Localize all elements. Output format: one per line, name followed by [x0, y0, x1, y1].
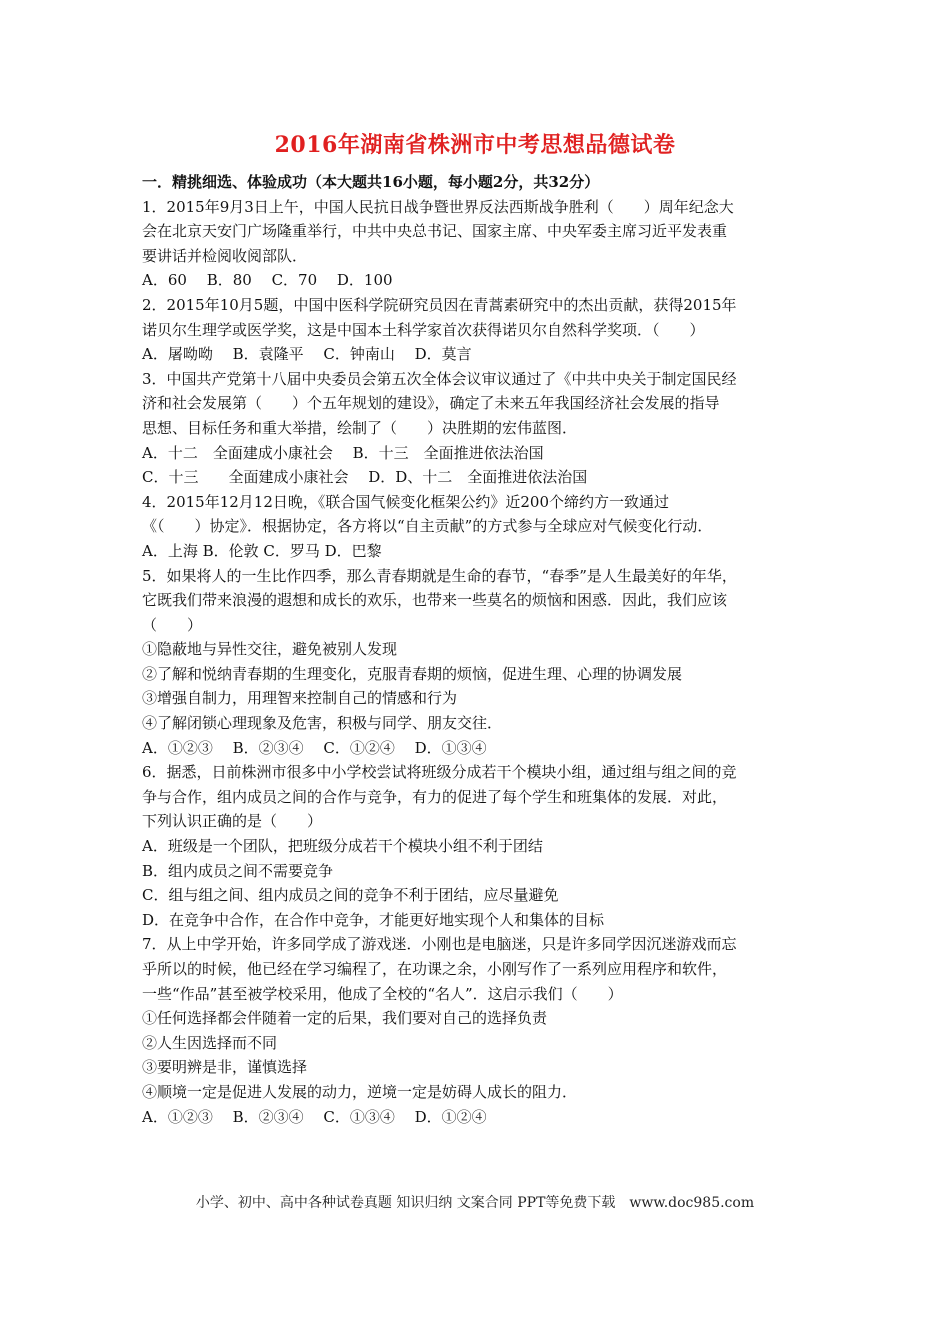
text-line: 思想、目标任务和重大举措，绘制了（ ）决胜期的宏伟蓝图．: [142, 418, 578, 437]
text-line: ④了解闭锁心理现象及危害，积极与同学、朋友交往．: [142, 714, 503, 733]
text-line: ②了解和悦纳青春期的生理变化，克服青春期的烦恼，促进生理、心理的协调发展: [142, 664, 683, 683]
text-line: A．①②③ B．②③④ C．①②④ D．①③④: [142, 738, 487, 757]
text-line: A．班级是一个团队，把班级分成若干个模块小组不利于团结: [142, 837, 543, 856]
text-line: A．屠呦呦 B．袁隆平 C．钟南山 D．莫言: [142, 345, 472, 364]
text-line: ①任何选择都会伴随着一定的后果，我们要对自己的选择负责: [142, 1009, 548, 1028]
text-line: ④顺境一定是促进人发展的动力，逆境一定是妨碍人成长的阻力．: [142, 1082, 578, 1101]
text-line: D．在竞争中合作，在合作中竞争，才能更好地实现个人和集体的目标: [142, 910, 605, 929]
text-line: C．组与组之间、组内成员之间的竞争不利于团结，应尽量避免: [142, 886, 559, 905]
text-line: 要讲话并检阅收阅部队．: [142, 246, 308, 265]
text-line: ①隐蔽地与异性交往，避免被别人发现: [142, 640, 398, 659]
text-line: 《（ ）协定》．根据协定，各方将以“自主贡献”的方式参与全球应对气候变化行动．: [142, 517, 713, 536]
text-line: 乎所以的时候，他已经在学习编程了，在功课之余，小刚写作了一系列应用程序和软件，: [142, 960, 728, 978]
text-line: 争与合作，组内成员之间的合作与竞争，有力的促进了每个学生和班集体的发展．对此，: [142, 787, 728, 806]
text-line: 诺贝尔生理学或医学奖，这是中国本土科学家首次获得诺贝尔自然科学奖项．（ ）: [142, 320, 705, 339]
text-line: （ ）: [142, 615, 203, 634]
text-line: 它既我们带来浪漫的遐想和成长的欢乐，也带来一些莫名的烦恼和困惑．因此，我们应该: [142, 591, 728, 610]
text-line: 3．中国共产党第十八届中央委员会第五次全体会议审议通过了《中共中央关于制定国民经: [142, 369, 737, 388]
text-line: A．①②③ B．②③④ C．①③④ D．①②④: [142, 1107, 487, 1126]
text-line: 7．从上中学开始，许多同学成了游戏迷．小刚也是电脑迷，只是许多同学因沉迷游戏而忘: [142, 935, 737, 954]
text-line: A．60 B．80 C．70 D．100: [142, 271, 393, 290]
text-line: 会在北京天安门广场隆重举行，中共中央总书记、国家主席、中央军委主席习近平发表重: [142, 222, 728, 241]
text-line: 4．2015年12月12日晚，《联合国气候变化框架公约》近200个缔约方一致通过: [142, 492, 670, 511]
text-line: 5．如果将人的一生比作四季，那么青春期就是生命的春节，“春季”是人生最美好的年华，: [142, 566, 737, 585]
text-line: 济和社会发展第（ ）个五年规划的建设》，确定了未来五年我国经济社会发展的指导: [142, 394, 720, 413]
text-line: 一些“作品”甚至被学校采用，他成了全校的“名人”．这启示我们（ ）: [142, 984, 623, 1003]
text-line: 下列认识正确的是（ ）: [142, 812, 323, 831]
section-heading: 一．精挑细选、体验成功（本大题共16小题，每小题2分，共32分）: [142, 173, 600, 191]
text-line: 1．2015年9月3日上午，中国人民抗日战争暨世界反法西斯战争胜利（ ）周年纪念大: [142, 197, 734, 216]
text-line: A．上海 B．伦敦 C．罗马 D．巴黎: [142, 541, 382, 560]
text-line: ②人生因选择而不同: [142, 1033, 278, 1052]
text-line: C．十三 全面建成小康社会 D．D、十二 全面推进依法治国: [142, 468, 588, 487]
text-line: ③要明辨是非，谨慎选择: [142, 1058, 308, 1077]
page-title: 2016年湖南省株洲市中考思想品德试卷: [274, 132, 676, 158]
text-line: ③增强自制力，用理智来控制自己的情感和行为: [142, 689, 458, 708]
text-line: 2．2015年10月5题，中国中医科学院研究员因在青蒿素研究中的杰出贡献，获得2015年: [142, 295, 737, 314]
footer-text: 小学、初中、高中各种试卷真题 知识归纳 文案合同 PPT等免费下载 www.doc985.com: [195, 1195, 755, 1211]
text-line: A．十二 全面建成小康社会 B．十三 全面推进依法治国: [142, 443, 544, 462]
text-line: 6．据悉，日前株洲市很多中小学校尝试将班级分成若干个模块小组，通过组与组之间的竞: [142, 763, 737, 782]
text-line: B．组内成员之间不需要竞争: [142, 861, 334, 880]
exam-content: [142, 170, 818, 1129]
question-lines: [142, 195, 818, 1130]
